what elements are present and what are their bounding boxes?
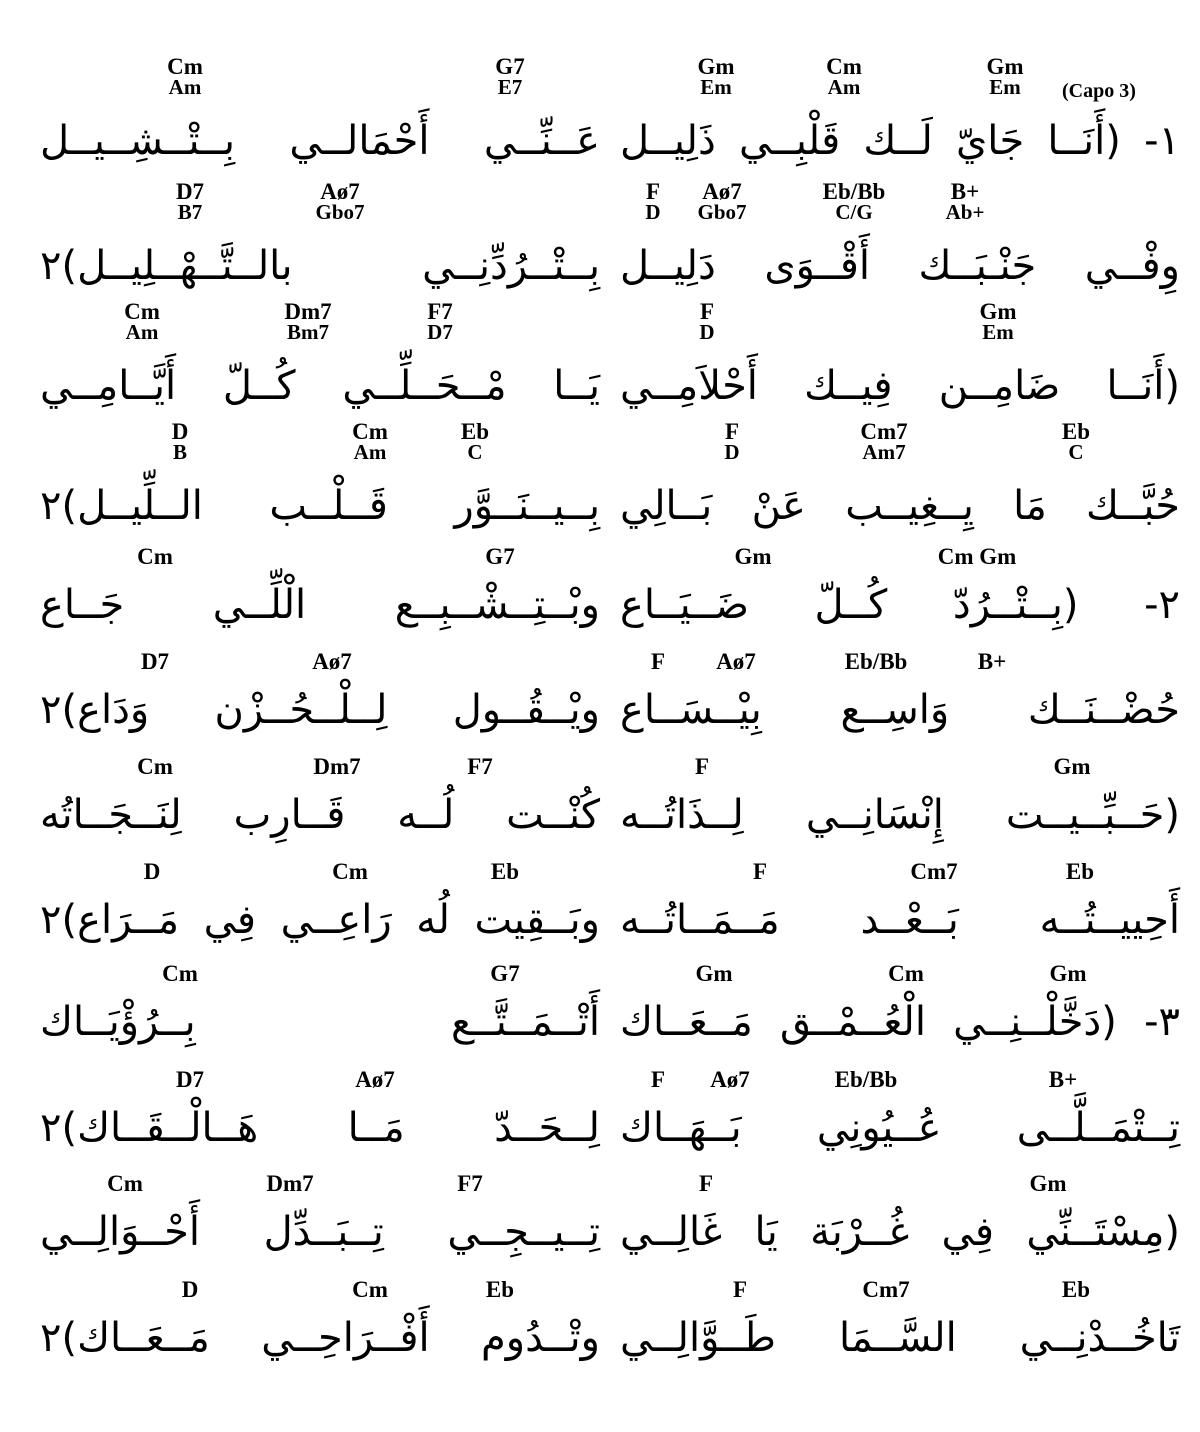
chord: Eb/Bb	[834, 1067, 898, 1092]
chord: B+	[1048, 1067, 1078, 1092]
chord: F	[732, 1277, 748, 1302]
chord: Dm7	[284, 299, 332, 324]
chord: Cm	[137, 544, 173, 569]
chord: Gm	[697, 54, 735, 79]
chord: Eb	[485, 1277, 515, 1302]
chord: Cm	[826, 54, 862, 79]
right-line-6	[620, 650, 1180, 770]
chord: Eb	[460, 419, 490, 444]
chord: Gm	[1029, 1171, 1067, 1196]
chord: Aø7	[702, 179, 742, 204]
right-line-11	[620, 1172, 1180, 1292]
alt-chord: Gbo7	[697, 200, 747, 224]
left-line-1	[40, 55, 600, 175]
chord: Eb	[490, 859, 520, 884]
chord: F7	[457, 1171, 483, 1196]
lyric-line: كُنْــت لُــه قَــارِب لِنَــجَــاتُه	[40, 792, 600, 838]
lyric-line: تِــيــجِــي تِــبَــدِّل أَحْــوَالِــي	[40, 1209, 600, 1255]
lyric-line: ٢- (بِــتْــرُدّ كُــلّ ضَــيَــاع	[620, 582, 1180, 628]
chord: Gm	[979, 299, 1017, 324]
alt-chord: D	[645, 200, 661, 224]
chord: Cm	[107, 1171, 143, 1196]
chord: Cm	[167, 54, 203, 79]
chord: G7	[490, 961, 520, 986]
lyric-line: (حَــبِّــيــت إِنْسَانِــي لِــذَاتُــه	[620, 792, 1180, 838]
chord: Cm	[888, 961, 924, 986]
chord: Cm Gm	[937, 544, 1017, 569]
chord: Cm	[352, 419, 388, 444]
right-line-1	[620, 55, 1180, 175]
lyric-line: ١- (أَنَــا جَايّ لَــك قَلْبِــي ذَلِيــل	[620, 118, 1180, 164]
chord: Cm	[162, 961, 198, 986]
alt-chord: Am	[353, 440, 387, 464]
chord: Gm	[695, 961, 733, 986]
lyric-line: أَحِييــتُــه بَــعْــد مَــمَــاتُــه	[620, 897, 1180, 943]
left-line-5	[40, 545, 600, 665]
alt-chord: Ab+	[945, 200, 985, 224]
chord: F	[650, 1067, 666, 1092]
alt-chord: D7	[427, 320, 453, 344]
alt-chord: Bm7	[287, 320, 329, 344]
lyric-line: ٣- (دَخَّلْــنِــي الْعُــمْــق مَــعَــاك	[620, 999, 1180, 1045]
lyric-line: وِفْــي جَنْـبَــك أَقْــوَى دَلِيــل	[620, 243, 1180, 289]
right-line-12	[620, 1278, 1180, 1398]
chord: Cm7	[910, 859, 958, 884]
left-line-2	[40, 180, 600, 300]
right-line-3	[620, 300, 1180, 420]
chord: Cm	[124, 299, 160, 324]
chord: G7	[495, 54, 525, 79]
right-line-5	[620, 545, 1180, 665]
chord: F7	[427, 299, 453, 324]
alt-chord: Em	[982, 320, 1014, 344]
chord: D7	[140, 649, 170, 674]
alt-chord: Em	[989, 75, 1021, 99]
lyric-line: وتْــدُوم أَفْــرَاحِــي مَــعَــاك)٢	[40, 1315, 600, 1361]
chord: Aø7	[710, 1067, 750, 1092]
chord: Aø7	[312, 649, 352, 674]
chord: B+	[950, 179, 980, 204]
chord: D	[181, 1277, 199, 1302]
alt-chord: E7	[497, 75, 523, 99]
lyric-line: حُضْــنَــك وَاسِــع بِيْــسَــاع	[620, 687, 1180, 733]
chord: F	[699, 299, 715, 324]
chord: Cm7	[862, 1277, 910, 1302]
left-line-12	[40, 1278, 600, 1398]
left-line-10	[40, 1068, 600, 1188]
chord: F	[650, 649, 666, 674]
left-line-6	[40, 650, 600, 770]
alt-chord: D	[724, 440, 740, 464]
lyric-line: تِــتْمَــلَّــى عُــيُونِي بَــهَــاك	[620, 1105, 1180, 1151]
lyric-line: تَاخُــدْنِــي السَّــمَا طَــوَّالِــي	[620, 1315, 1180, 1361]
chord: G7	[485, 544, 515, 569]
chord: D7	[175, 1067, 205, 1092]
lyric-line: لِــحَــدّ مَــا هَــالْــقَــاك)٢	[40, 1105, 600, 1151]
left-line-3	[40, 300, 600, 420]
alt-chord: B	[172, 440, 188, 464]
chord: Cm	[352, 1277, 388, 1302]
chord: Gm	[734, 544, 772, 569]
right-line-10	[620, 1068, 1180, 1188]
chord: Eb/Bb	[822, 179, 886, 204]
chord: Dm7	[266, 1171, 314, 1196]
chord: Gm	[1049, 961, 1087, 986]
lyric-line: ويْــقُــول لِــلْــحُــزْن وَدَاع)٢	[40, 687, 600, 733]
chord: F7	[467, 754, 493, 779]
chord: Aø7	[320, 179, 360, 204]
lyric-line: بِــيــنَــوَّر قَــلْــب الــلِّيــل)٢	[40, 483, 600, 529]
alt-chord: Am	[125, 320, 159, 344]
right-line-2	[620, 180, 1180, 300]
alt-chord: C/G	[835, 200, 873, 224]
lyric-line: وبْــتِــشْــبِــع الْلِّــي جَــاع	[40, 582, 600, 628]
capo-note: (Capo 3)	[1062, 80, 1136, 102]
alt-chord: Em	[700, 75, 732, 99]
chord: Dm7	[313, 754, 361, 779]
chord: F	[752, 859, 768, 884]
right-line-9	[620, 962, 1180, 1082]
chord: F	[698, 1171, 714, 1196]
chord: F	[694, 754, 710, 779]
chord: Gm	[986, 54, 1024, 79]
chord: Cm	[332, 859, 368, 884]
right-line-7	[620, 755, 1180, 875]
alt-chord: B7	[177, 200, 203, 224]
left-line-4	[40, 420, 600, 540]
chord: F	[724, 419, 740, 444]
lyric-line: (مِسْتَــنِّي فِي غُــرْبَة يَا غَالِــي	[620, 1209, 1180, 1255]
lyric-line: أَتْــمَــتَّــع بِــرُؤْيَــاك	[40, 999, 600, 1045]
lyric-line: عَــنِّــي أَحْمَالــي بِــتْــشِــيــل	[40, 118, 600, 164]
lyric-line: بِــتْــرُدِّنِــي بالــتَّــهْــلِيــل)٢	[40, 243, 600, 289]
alt-chord: Am	[827, 75, 861, 99]
lyric-line: حُبَّــك مَا يِــغِيــب عَنْ بَــالِي	[620, 483, 1180, 529]
right-line-4	[620, 420, 1180, 540]
chord: Eb	[1061, 419, 1091, 444]
chord: D7	[175, 179, 205, 204]
left-line-11	[40, 1172, 600, 1292]
alt-chord: D	[699, 320, 715, 344]
chord: Cm	[137, 754, 173, 779]
chord: D	[171, 419, 189, 444]
alt-chord: C	[467, 440, 483, 464]
chord: Aø7	[355, 1067, 395, 1092]
chord: Cm7	[860, 419, 908, 444]
alt-chord: Gbo7	[315, 200, 365, 224]
lyric-line: (أَنَــا ضَامِــن فِيــك أَحْلاَمِــي	[620, 363, 1180, 409]
alt-chord: Am7	[862, 440, 906, 464]
chord: Eb/Bb	[844, 649, 908, 674]
chord: Aø7	[716, 649, 756, 674]
chord: D	[143, 859, 161, 884]
alt-chord: C	[1068, 440, 1084, 464]
chord: B+	[977, 649, 1007, 674]
chord: Eb	[1065, 859, 1095, 884]
left-line-9	[40, 962, 600, 1082]
lyric-line: وبَــقِيت لُه رَاعِــي فِي مَــرَاع)٢	[40, 897, 600, 943]
lyric-line: يَــا مْــحَــلِّــي كُــلّ أَيَّــامِــي	[40, 363, 600, 409]
chord: Gm	[1053, 754, 1091, 779]
chord: Eb	[1061, 1277, 1091, 1302]
chord: F	[645, 179, 661, 204]
alt-chord: Am	[168, 75, 202, 99]
left-line-7	[40, 755, 600, 875]
